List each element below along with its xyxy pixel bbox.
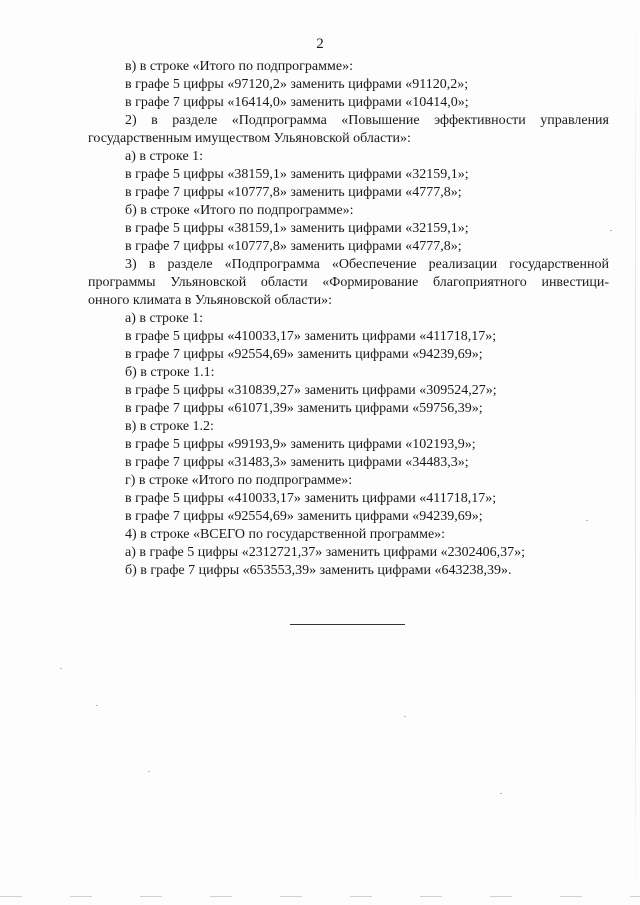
paragraph-line: 3) в разделе «Подпрограмма «Обеспечение реализации государственной	[125, 257, 609, 272]
document-paragraph: в графе 5 цифры «410033,17» заменить цифрами «411718,17»;	[125, 329, 497, 344]
document-paragraph: б) в графе 7 цифры «653553,39» заменить цифрами «643238,39».	[125, 563, 512, 578]
document-paragraph: в) в строке «Итого по подпрограмме»:	[125, 59, 353, 74]
document-paragraph	[88, 112, 609, 148]
paragraph-line: программы Ульяновской области «Формирование благоприятного инвестици-	[88, 275, 609, 290]
document-paragraph: в графе 7 цифры «31483,3» заменить цифрами «34483,3»;	[125, 455, 469, 470]
document-paragraph: в графе 5 цифры «97120,2» заменить цифрами «91120,2»;	[125, 77, 469, 92]
scan-speck	[404, 716, 406, 717]
scan-speck	[610, 230, 612, 231]
paragraph-line: онного климата в Ульяновской области»:	[88, 293, 333, 308]
document-paragraph: в графе 7 цифры «92554,69» заменить цифрами «94239,69»;	[125, 509, 483, 524]
document-paragraph: б) в строке 1.1:	[125, 365, 215, 380]
document-paragraph: а) в строке 1:	[125, 311, 204, 326]
document-paragraph: г) в строке «Итого по подпрограмме»:	[125, 473, 353, 488]
document-body	[88, 58, 609, 580]
document-paragraph: 4) в строке «ВСЕГО по государственной программе»:	[125, 527, 446, 542]
document-paragraph: в графе 7 цифры «10777,8» заменить цифрами «4777,8»;	[125, 239, 462, 254]
document-paragraph: в графе 5 цифры «38159,1» заменить цифрами «32159,1»;	[125, 221, 469, 236]
scan-edge-shadow	[635, 0, 636, 905]
document-paragraph: в) в строке 1.2:	[125, 419, 214, 434]
scan-speck	[96, 705, 98, 706]
document-paragraph: в графе 7 цифры «92554,69» заменить цифрами «94239,69»;	[125, 347, 483, 362]
document-paragraph: в графе 5 цифры «410033,17» заменить цифрами «411718,17»;	[125, 491, 497, 506]
scan-speck	[60, 668, 62, 669]
scan-bottom-artifact	[0, 896, 640, 897]
document-paragraph: в графе 7 цифры «61071,39» заменить цифрами «59756,39»;	[125, 401, 483, 416]
scan-speck	[586, 520, 588, 521]
paragraph-line: 2) в разделе «Подпрограмма «Повышение эффективности управления	[125, 113, 609, 128]
document-paragraph: а) в графе 5 цифры «2312721,37» заменить цифрами «2302406,37»;	[125, 545, 526, 560]
document-paragraph	[88, 256, 609, 310]
document-paragraph: в графе 5 цифры «310839,27» заменить цифрами «309524,27»;	[125, 383, 497, 398]
page-number: 2	[316, 36, 324, 52]
document-paragraph: в графе 5 цифры «38159,1» заменить цифрами «32159,1»;	[125, 167, 469, 182]
document-paragraph: в графе 7 цифры «16414,0» заменить цифрами «10414,0»;	[125, 95, 469, 110]
document-paragraph: в графе 7 цифры «10777,8» заменить цифрами «4777,8»;	[125, 185, 462, 200]
end-separator-line	[290, 624, 405, 625]
document-paragraph: в графе 5 цифры «99193,9» заменить цифрами «102193,9»;	[125, 437, 476, 452]
scan-speck	[500, 793, 502, 794]
document-paragraph: б) в строке «Итого по подпрограмме»:	[125, 203, 354, 218]
paragraph-line: государственным имуществом Ульяновской области»:	[88, 131, 411, 146]
document-paragraph: а) в строке 1:	[125, 149, 204, 164]
scan-speck	[148, 771, 150, 772]
